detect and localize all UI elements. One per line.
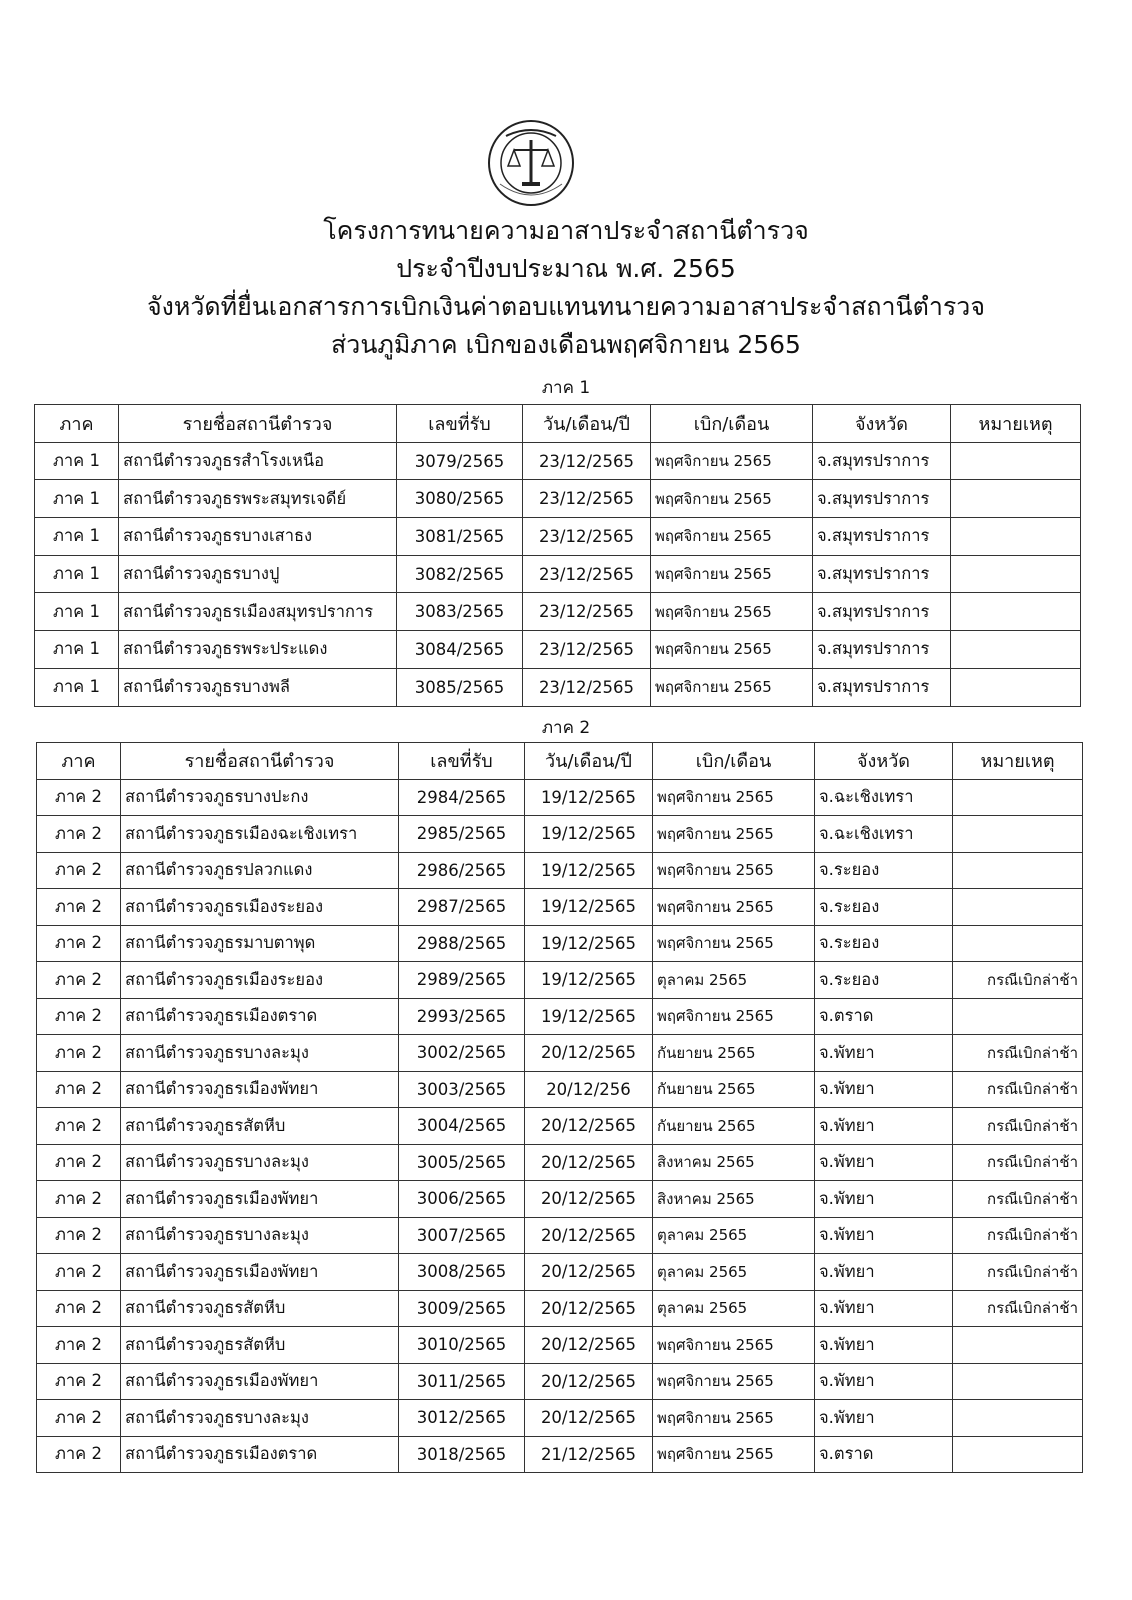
cell-region: ภาค 2 xyxy=(37,962,121,999)
table-row xyxy=(37,816,1083,853)
table-row xyxy=(37,1035,1083,1072)
cell-claim-month: พฤศจิกายน 2565 xyxy=(651,442,813,480)
cell-note: กรณีเบิกล่าช้า xyxy=(953,1035,1083,1072)
cell-receipt-no: 3003/2565 xyxy=(399,1071,525,1108)
cell-note: กรณีเบิกล่าช้า xyxy=(953,1217,1083,1254)
cell-region: ภาค 2 xyxy=(37,816,121,853)
cell-station: สถานีตำรวจภูธรบางละมุง xyxy=(121,1217,399,1254)
cell-region: ภาค 2 xyxy=(37,1144,121,1181)
document-title: โครงการทนายความอาสาประจำสถานีตำรวจ xyxy=(323,216,809,245)
cell-receipt-no: 3080/2565 xyxy=(397,480,523,518)
cell-region: ภาค 1 xyxy=(35,631,119,669)
cell-note: กรณีเบิกล่าช้า xyxy=(953,1071,1083,1108)
cell-receipt-no: 3005/2565 xyxy=(399,1144,525,1181)
cell-date: 23/12/2565 xyxy=(523,631,651,669)
header-date: วัน/เดือน/ปี xyxy=(523,405,651,443)
cell-date: 21/12/2565 xyxy=(525,1436,653,1473)
cell-station: สถานีตำรวจภูธรเมืองฉะเชิงเทรา xyxy=(121,816,399,853)
cell-note xyxy=(953,1327,1083,1364)
cell-date: 23/12/2565 xyxy=(523,518,651,556)
cell-date: 19/12/2565 xyxy=(525,925,653,962)
cell-claim-month: สิงหาคม 2565 xyxy=(653,1181,815,1218)
cell-station: สถานีตำรวจภูธรปลวกแดง xyxy=(121,852,399,889)
cell-date: 20/12/2565 xyxy=(525,1181,653,1218)
cell-claim-month: ตุลาคม 2565 xyxy=(653,962,815,999)
cell-receipt-no: 3081/2565 xyxy=(397,518,523,556)
header-note: หมายเหตุ xyxy=(951,405,1081,443)
cell-note xyxy=(951,480,1081,518)
cell-note xyxy=(953,852,1083,889)
cell-region: ภาค 2 xyxy=(37,1327,121,1364)
cell-receipt-no: 3002/2565 xyxy=(399,1035,525,1072)
cell-station: สถานีตำรวจภูธรเมืองพัทยา xyxy=(121,1071,399,1108)
cell-receipt-no: 3010/2565 xyxy=(399,1327,525,1364)
cell-claim-month: ตุลาคม 2565 xyxy=(653,1254,815,1291)
cell-region: ภาค 2 xyxy=(37,889,121,926)
cell-region: ภาค 2 xyxy=(37,1254,121,1291)
table-row xyxy=(37,1436,1083,1473)
cell-note xyxy=(953,889,1083,926)
cell-station: สถานีตำรวจภูธรสัตหีบ xyxy=(121,1108,399,1145)
cell-claim-month: พฤศจิกายน 2565 xyxy=(651,593,813,631)
header-note: หมายเหตุ xyxy=(953,743,1083,780)
cell-station: สถานีตำรวจภูธรเมืองระยอง xyxy=(121,889,399,926)
table-row xyxy=(35,555,1081,593)
header-receipt: เลขที่รับ xyxy=(397,405,523,443)
cell-claim-month: พฤศจิกายน 2565 xyxy=(653,1363,815,1400)
cell-note: กรณีเบิกล่าช้า xyxy=(953,1290,1083,1327)
table-row xyxy=(37,1254,1083,1291)
cell-station: สถานีตำรวจภูธรสำโรงเหนือ xyxy=(119,442,397,480)
cell-region: ภาค 2 xyxy=(37,1290,121,1327)
cell-note xyxy=(953,925,1083,962)
cell-claim-month: พฤศจิกายน 2565 xyxy=(651,668,813,706)
cell-region: ภาค 2 xyxy=(37,779,121,816)
cell-station: สถานีตำรวจภูธรบางละมุง xyxy=(121,1035,399,1072)
cell-claim-month: สิงหาคม 2565 xyxy=(653,1144,815,1181)
cell-station: สถานีตำรวจภูธรเมืองพัทยา xyxy=(121,1254,399,1291)
cell-date: 20/12/2565 xyxy=(525,1290,653,1327)
table-row xyxy=(37,998,1083,1035)
cell-claim-month: พฤศจิกายน 2565 xyxy=(653,1400,815,1437)
cell-receipt-no: 3083/2565 xyxy=(397,593,523,631)
cell-province: จ.ระยอง xyxy=(815,889,953,926)
cell-claim-month: กันยายน 2565 xyxy=(653,1071,815,1108)
cell-date: 23/12/2565 xyxy=(523,442,651,480)
table-row xyxy=(35,631,1081,669)
header-receipt: เลขที่รับ xyxy=(399,743,525,780)
cell-station: สถานีตำรวจภูธรเมืองพัทยา xyxy=(121,1181,399,1218)
header-province: จังหวัด xyxy=(813,405,951,443)
cell-receipt-no: 2985/2565 xyxy=(399,816,525,853)
cell-region: ภาค 2 xyxy=(37,1181,121,1218)
cell-province: จ.ฉะเชิงเทรา xyxy=(815,779,953,816)
cell-receipt-no: 2987/2565 xyxy=(399,889,525,926)
cell-region: ภาค 2 xyxy=(37,1217,121,1254)
cell-province: จ.ระยอง xyxy=(815,925,953,962)
organization-seal-icon xyxy=(486,118,576,208)
cell-region: ภาค 1 xyxy=(35,555,119,593)
cell-province: จ.สมุทรปราการ xyxy=(813,631,951,669)
cell-receipt-no: 3084/2565 xyxy=(397,631,523,669)
cell-province: จ.ระยอง xyxy=(815,962,953,999)
cell-province: จ.ตราด xyxy=(815,1436,953,1473)
cell-claim-month: พฤศจิกายน 2565 xyxy=(653,1436,815,1473)
cell-receipt-no: 3012/2565 xyxy=(399,1400,525,1437)
cell-province: จ.สมุทรปราการ xyxy=(813,518,951,556)
table-row xyxy=(35,668,1081,706)
cell-station: สถานีตำรวจภูธรพระประแดง xyxy=(119,631,397,669)
cell-province: จ.พัทยา xyxy=(815,1290,953,1327)
table-row xyxy=(37,925,1083,962)
cell-station: สถานีตำรวจภูธรมาบตาพุด xyxy=(121,925,399,962)
cell-note xyxy=(951,631,1081,669)
cell-note: กรณีเบิกล่าช้า xyxy=(953,1254,1083,1291)
cell-receipt-no: 3007/2565 xyxy=(399,1217,525,1254)
cell-station: สถานีตำรวจภูธรเมืองตราด xyxy=(121,998,399,1035)
cell-region: ภาค 1 xyxy=(35,593,119,631)
cell-note xyxy=(951,518,1081,556)
cell-claim-month: ตุลาคม 2565 xyxy=(653,1290,815,1327)
table-row xyxy=(37,1181,1083,1218)
cell-claim-month: พฤศจิกายน 2565 xyxy=(653,852,815,889)
cell-region: ภาค 1 xyxy=(35,442,119,480)
cell-station: สถานีตำรวจภูธรเมืองระยอง xyxy=(121,962,399,999)
cell-claim-month: พฤศจิกายน 2565 xyxy=(653,998,815,1035)
cell-note xyxy=(951,593,1081,631)
cell-province: จ.ระยอง xyxy=(815,852,953,889)
cell-claim-month: ตุลาคม 2565 xyxy=(653,1217,815,1254)
cell-note xyxy=(953,1363,1083,1400)
cell-note xyxy=(953,1436,1083,1473)
cell-region: ภาค 1 xyxy=(35,518,119,556)
cell-date: 20/12/2565 xyxy=(525,1217,653,1254)
cell-station: สถานีตำรวจภูธรบางเสาธง xyxy=(119,518,397,556)
cell-date: 19/12/2565 xyxy=(525,779,653,816)
cell-province: จ.พัทยา xyxy=(815,1035,953,1072)
cell-station: สถานีตำรวจภูธรบางพลี xyxy=(119,668,397,706)
cell-province: จ.สมุทรปราการ xyxy=(813,668,951,706)
header-region: ภาค xyxy=(35,405,119,443)
cell-receipt-no: 3008/2565 xyxy=(399,1254,525,1291)
cell-region: ภาค 2 xyxy=(37,925,121,962)
cell-date: 23/12/2565 xyxy=(523,480,651,518)
cell-region: ภาค 2 xyxy=(37,998,121,1035)
cell-region: ภาค 2 xyxy=(37,1400,121,1437)
cell-date: 20/12/256 xyxy=(525,1071,653,1108)
table-row xyxy=(37,1363,1083,1400)
table-row xyxy=(37,1071,1083,1108)
cell-province: จ.พัทยา xyxy=(815,1144,953,1181)
cell-province: จ.ฉะเชิงเทรา xyxy=(815,816,953,853)
cell-note: กรณีเบิกล่าช้า xyxy=(953,1181,1083,1218)
table-row xyxy=(35,480,1081,518)
cell-province: จ.พัทยา xyxy=(815,1071,953,1108)
cell-claim-month: กันยายน 2565 xyxy=(653,1035,815,1072)
header-date: วัน/เดือน/ปี xyxy=(525,743,653,780)
cell-date: 20/12/2565 xyxy=(525,1144,653,1181)
region-1-table xyxy=(34,404,1081,707)
section-label-region-1: ภาค 1 xyxy=(541,378,591,398)
table-row xyxy=(37,1400,1083,1437)
cell-receipt-no: 3079/2565 xyxy=(397,442,523,480)
cell-claim-month: กันยายน 2565 xyxy=(653,1108,815,1145)
cell-station: สถานีตำรวจภูธรพระสมุทรเจดีย์ xyxy=(119,480,397,518)
cell-note: กรณีเบิกล่าช้า xyxy=(953,962,1083,999)
cell-receipt-no: 3006/2565 xyxy=(399,1181,525,1218)
table-row xyxy=(37,1217,1083,1254)
cell-note xyxy=(951,442,1081,480)
fiscal-year-heading: ประจำปีงบประมาณ พ.ศ. 2565 xyxy=(396,254,736,283)
cell-note xyxy=(951,555,1081,593)
header-month: เบิก/เดือน xyxy=(653,743,815,780)
cell-region: ภาค 2 xyxy=(37,1108,121,1145)
cell-note xyxy=(951,668,1081,706)
cell-station: สถานีตำรวจภูธรบางละมุง xyxy=(121,1400,399,1437)
cell-date: 19/12/2565 xyxy=(525,816,653,853)
table-row xyxy=(37,1290,1083,1327)
cell-date: 20/12/2565 xyxy=(525,1363,653,1400)
cell-region: ภาค 2 xyxy=(37,852,121,889)
cell-claim-month: พฤศจิกายน 2565 xyxy=(651,518,813,556)
cell-region: ภาค 2 xyxy=(37,1436,121,1473)
cell-receipt-no: 3009/2565 xyxy=(399,1290,525,1327)
cell-station: สถานีตำรวจภูธรเมืองพัทยา xyxy=(121,1363,399,1400)
cell-claim-month: พฤศจิกายน 2565 xyxy=(653,889,815,926)
cell-region: ภาค 2 xyxy=(37,1071,121,1108)
cell-date: 19/12/2565 xyxy=(525,852,653,889)
table-row xyxy=(37,1327,1083,1364)
cell-date: 19/12/2565 xyxy=(525,998,653,1035)
cell-province: จ.สมุทรปราการ xyxy=(813,555,951,593)
cell-note xyxy=(953,779,1083,816)
table-row xyxy=(37,1144,1083,1181)
cell-claim-month: พฤศจิกายน 2565 xyxy=(651,555,813,593)
table-row xyxy=(37,852,1083,889)
table-header-row xyxy=(37,743,1083,780)
table-row xyxy=(37,1108,1083,1145)
cell-station: สถานีตำรวจภูธรเมืองตราด xyxy=(121,1436,399,1473)
cell-station: สถานีตำรวจภูธรบางปู xyxy=(119,555,397,593)
cell-date: 20/12/2565 xyxy=(525,1108,653,1145)
cell-claim-month: พฤศจิกายน 2565 xyxy=(651,480,813,518)
cell-region: ภาค 1 xyxy=(35,668,119,706)
cell-date: 19/12/2565 xyxy=(525,962,653,999)
section-label-region-2: ภาค 2 xyxy=(541,718,591,738)
cell-date: 23/12/2565 xyxy=(523,555,651,593)
cell-region: ภาค 2 xyxy=(37,1363,121,1400)
table-row xyxy=(37,889,1083,926)
cell-province: จ.พัทยา xyxy=(815,1108,953,1145)
cell-note: กรณีเบิกล่าช้า xyxy=(953,1108,1083,1145)
cell-province: จ.สมุทรปราการ xyxy=(813,480,951,518)
cell-note xyxy=(953,998,1083,1035)
cell-receipt-no: 3082/2565 xyxy=(397,555,523,593)
header-month: เบิก/เดือน xyxy=(651,405,813,443)
period-heading: ส่วนภูมิภาค เบิกของเดือนพฤศจิกายน 2565 xyxy=(331,330,801,359)
cell-receipt-no: 2989/2565 xyxy=(399,962,525,999)
cell-station: สถานีตำรวจภูธรสัตหีบ xyxy=(121,1327,399,1364)
cell-province: จ.พัทยา xyxy=(815,1400,953,1437)
cell-region: ภาค 2 xyxy=(37,1035,121,1072)
cell-province: จ.ตราด xyxy=(815,998,953,1035)
header-region: ภาค xyxy=(37,743,121,780)
cell-claim-month: พฤศจิกายน 2565 xyxy=(653,1327,815,1364)
cell-receipt-no: 2993/2565 xyxy=(399,998,525,1035)
cell-note xyxy=(953,816,1083,853)
region-2-table xyxy=(36,742,1083,1473)
cell-province: จ.พัทยา xyxy=(815,1254,953,1291)
cell-claim-month: พฤศจิกายน 2565 xyxy=(653,816,815,853)
header-station: รายชื่อสถานีตำรวจ xyxy=(119,405,397,443)
cell-claim-month: พฤศจิกายน 2565 xyxy=(653,779,815,816)
cell-province: จ.พัทยา xyxy=(815,1217,953,1254)
cell-station: สถานีตำรวจภูธรสัตหีบ xyxy=(121,1290,399,1327)
cell-province: จ.พัทยา xyxy=(815,1181,953,1218)
cell-date: 23/12/2565 xyxy=(523,668,651,706)
cell-note xyxy=(953,1400,1083,1437)
cell-date: 20/12/2565 xyxy=(525,1327,653,1364)
cell-claim-month: พฤศจิกายน 2565 xyxy=(651,631,813,669)
cell-date: 20/12/2565 xyxy=(525,1254,653,1291)
table-row xyxy=(37,962,1083,999)
table-row xyxy=(35,442,1081,480)
cell-province: จ.พัทยา xyxy=(815,1327,953,1364)
cell-receipt-no: 3011/2565 xyxy=(399,1363,525,1400)
cell-note: กรณีเบิกล่าช้า xyxy=(953,1144,1083,1181)
cell-station: สถานีตำรวจภูธรบางละมุง xyxy=(121,1144,399,1181)
cell-receipt-no: 2988/2565 xyxy=(399,925,525,962)
table-row xyxy=(37,779,1083,816)
cell-station: สถานีตำรวจภูธรบางปะกง xyxy=(121,779,399,816)
cell-date: 20/12/2565 xyxy=(525,1035,653,1072)
header-station: รายชื่อสถานีตำรวจ xyxy=(121,743,399,780)
cell-province: จ.สมุทรปราการ xyxy=(813,593,951,631)
cell-province: จ.สมุทรปราการ xyxy=(813,442,951,480)
subject-heading: จังหวัดที่ยื่นเอกสารการเบิกเงินค่าตอบแทนทนายความอาสาประจำสถานีตำรวจ xyxy=(146,292,985,321)
cell-receipt-no: 3085/2565 xyxy=(397,668,523,706)
cell-receipt-no: 2986/2565 xyxy=(399,852,525,889)
cell-receipt-no: 2984/2565 xyxy=(399,779,525,816)
cell-receipt-no: 3018/2565 xyxy=(399,1436,525,1473)
cell-province: จ.พัทยา xyxy=(815,1363,953,1400)
header-province: จังหวัด xyxy=(815,743,953,780)
cell-date: 23/12/2565 xyxy=(523,593,651,631)
table-row xyxy=(35,518,1081,556)
cell-claim-month: พฤศจิกายน 2565 xyxy=(653,925,815,962)
table-header-row xyxy=(35,405,1081,443)
cell-receipt-no: 3004/2565 xyxy=(399,1108,525,1145)
cell-region: ภาค 1 xyxy=(35,480,119,518)
table-row xyxy=(35,593,1081,631)
cell-station: สถานีตำรวจภูธรเมืองสมุทรปราการ xyxy=(119,593,397,631)
cell-date: 19/12/2565 xyxy=(525,889,653,926)
cell-date: 20/12/2565 xyxy=(525,1400,653,1437)
